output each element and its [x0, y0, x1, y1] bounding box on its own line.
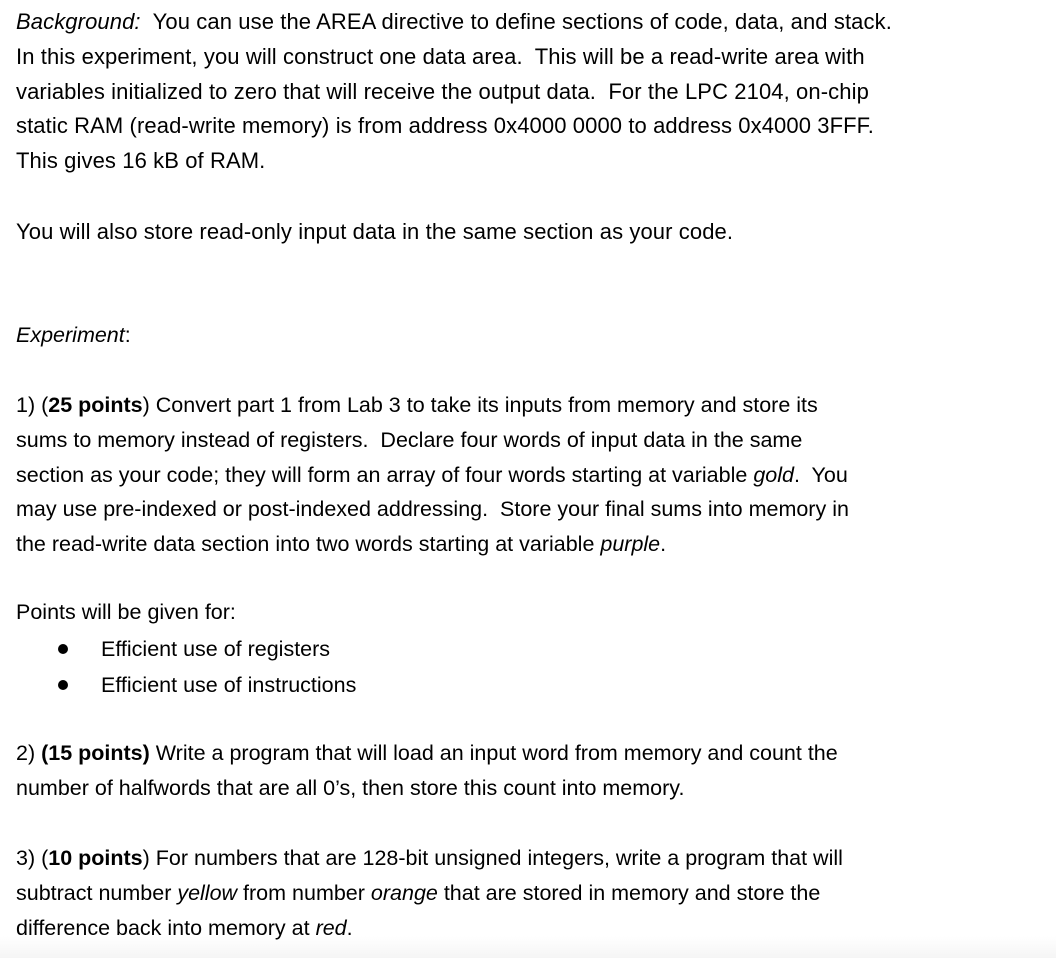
text-run: 3) ( [16, 846, 49, 870]
text-run: ) For numbers that are 128-bit unsigned integers, write a program that will [142, 846, 843, 870]
experiment-heading [16, 321, 131, 349]
text-run: Points will be given for: [16, 600, 236, 624]
italic-text: gold [753, 463, 794, 487]
text-run: the read-write data section into two words starting at variable [16, 532, 601, 556]
text-run: that are stored in memory and store the [437, 881, 821, 905]
part2-line [16, 774, 684, 802]
part3-line [16, 879, 820, 907]
background-line [16, 78, 869, 106]
text-run: ) Convert part 1 from Lab 3 to take its inputs from memory and store its [142, 393, 818, 417]
background-line [16, 147, 265, 175]
bullet-item: Efficient use of registers [101, 637, 331, 661]
text-run: 1) ( [16, 393, 49, 417]
text-run: static RAM (read-write memory) is from address 0x4000 0000 to address 0x4000 3FFF. [16, 113, 874, 138]
text-run: section as your code; they will form an array of four words starting at variable [16, 463, 754, 487]
bold-text: 25 points [48, 393, 143, 417]
background-line [16, 43, 865, 71]
part1-line [16, 426, 802, 454]
text-run: 2) [16, 741, 42, 765]
italic-text: Background: [16, 9, 141, 34]
part1-line [16, 391, 818, 419]
part3-line [16, 844, 843, 872]
background-line [16, 112, 874, 140]
bold-text: 10 points [48, 846, 143, 870]
background-line [16, 8, 892, 36]
part1-line [16, 461, 848, 489]
part2-line [16, 739, 838, 767]
text-run: may use pre-indexed or post-indexed addressing. Store your final sums into memory in [16, 497, 849, 521]
text-run: This gives 16 kB of RAM. [16, 148, 266, 173]
text-run: Write a program that will load an input word from memory and count the [149, 741, 838, 765]
part1-line [16, 530, 666, 558]
part1-line [16, 495, 849, 523]
text-run: subtract number [16, 881, 178, 905]
italic-text: red [315, 916, 347, 940]
italic-text: orange [370, 881, 438, 905]
text-run: : [124, 323, 131, 347]
text-run: . You [793, 463, 848, 487]
text-run: You will also store read-only input data in the same section as your code. [16, 219, 734, 244]
text-run: from number [237, 881, 371, 905]
italic-text: Experiment [16, 323, 125, 347]
bullet-icon [58, 680, 68, 690]
italic-text: purple [600, 532, 661, 556]
text-run: number of halfwords that are all 0’s, then store this count into memory. [16, 776, 685, 800]
text-run: You can use the AREA directive to define sections of code, data, and stack. [140, 9, 892, 34]
text-run: difference back into memory at [16, 916, 316, 940]
background-line [16, 218, 733, 246]
text-run: sums to memory instead of registers. Declare four words of input data in the same [16, 428, 803, 452]
text-run: In this experiment, you will construct one data area. This will be a read-write area with [16, 44, 865, 69]
bold-text: (15 points) [41, 741, 150, 765]
text-run: . [346, 916, 353, 940]
text-run: variables initialized to zero that will receive the output data. For the LPC 2104, on-chip [16, 79, 869, 104]
points-intro [16, 598, 236, 626]
bullet-icon [58, 644, 68, 654]
bullet-item: Efficient use of instructions [101, 673, 357, 697]
part3-line [16, 914, 353, 942]
italic-text: yellow [177, 881, 238, 905]
text-run: . [660, 532, 667, 556]
